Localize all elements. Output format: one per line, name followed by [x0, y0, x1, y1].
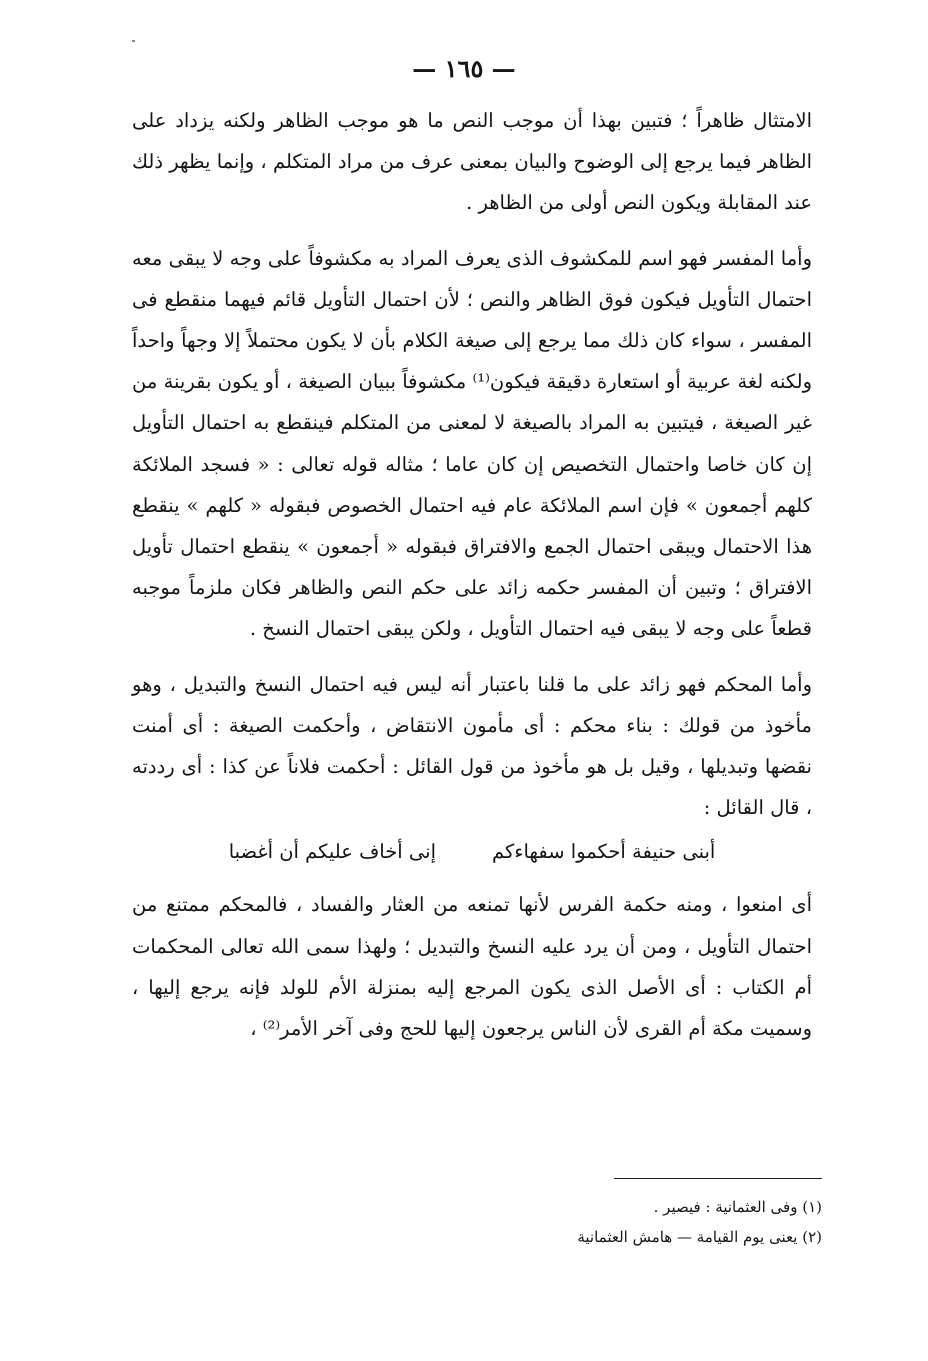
verse-second-hemistich: إنى أخاف عليكم أن أغضبا [228, 840, 437, 864]
scan-speck [132, 40, 135, 42]
paragraph-text-vs-apparent: الامتثال ظاهراً ؛ فتبين بهذا أن موجب النص ما هو موجب الظاهر ولكنه يزداد على الظاهر فيما يرجع إلى الوضوح والبيان بمعنى عرف من مراد المتكلم ، وإنما يظهر ذلك عند المقابلة ويكون النص أولى من الظاهر . [132, 109, 812, 215]
footnote-divider [614, 1178, 822, 1179]
paragraph-mufassar: وأما المفسر فهو اسم للمكشوف الذى يعرف المراد به مكشوفاً على وجه لا يبقى معه احتمال التأويل فيكون فوق الظاهر والنص ؛ لأن احتمال التأويل قائم فيهما منقطع فى المفسر ، سواء كان ذلك مما يرجع إلى صيغة الكلام بأن لا يكون محتملاً إلا وجهاً واحداً ولكنه لغة عربية أو استعارة دقيقة فيكون⁽¹⁾ مكشوفاً ببيان الصيغة ، أو يكون بقرينة من غير الصيغة ، فيتبين به المراد بالصيغة لا لمعنى من المتكلم فينقطع به احتمال التأويل إن كان خاصا واحتمال التخصيص إن كان عاما ؛ مثاله قوله تعالى : « فسجد الملائكة كلهم أجمعون » فإن اسم الملائكة عام فيه احتمال الخصوص فبقوله « كلهم » ينقطع هذا الاحتمال ويبقى احتمال الجمع والافتراق فبقوله « أجمعون » ينقطع احتمال تأويل الافتراق ؛ وتبين أن المفسر حكمه زائد على حكم النص والظاهر فكان ملزماً موجبه قطعاً على وجه لا يبقى فيه احتمال التأويل ، ولكن يبقى احتمال النسخ . [132, 246, 812, 641]
verse-first-hemistich: أبنى حنيفة أحكموا سفهاءكم [492, 840, 716, 864]
page-number: — ١٦٥ — [412, 54, 516, 83]
poetry-verse [132, 828, 812, 876]
paragraph-after-verse: أى امنعوا ، ومنه حكمة الفرس لأنها تمنعه من العثار والفساد ، فالمحكم ممتنع من احتمال التأويل ، ومن أن يرد عليه النسخ والتبديل ؛ ولهذا سمى الله تعالى المحكمات أم الكتاب : أى الأصل الذى يكون المرجع إليه بمنزلة الأم للولد فإنه يرجع إليها ، وسميت مكة أم القرى لأن الناس يرجعون إليها للحج وفى آخر الأمر⁽²⁾ ، [132, 893, 812, 1041]
paragraph-muhkam: وأما المحكم فهو زائد على ما قلنا باعتبار أنه ليس فيه احتمال النسخ والتبديل ، وهو مأخوذ من قولك : بناء محكم : أى مأمون الانتقاض ، وأحكمت الصيغة : أى أمنت نقضها وتبديلها ، وقيل بل هو مأخوذ من قول القائل : أحكمت فلاناً عن كذا : أى رددته ، قال القائل : [132, 672, 812, 820]
footnote-1: (١) وفى العثمانية : فيصير . [653, 1198, 822, 1216]
main-text-block [132, 100, 812, 1049]
footnotes-section [420, 1192, 822, 1252]
footnote-2: (٢) يعنى يوم القيامة — هامش العثمانية [577, 1228, 822, 1246]
